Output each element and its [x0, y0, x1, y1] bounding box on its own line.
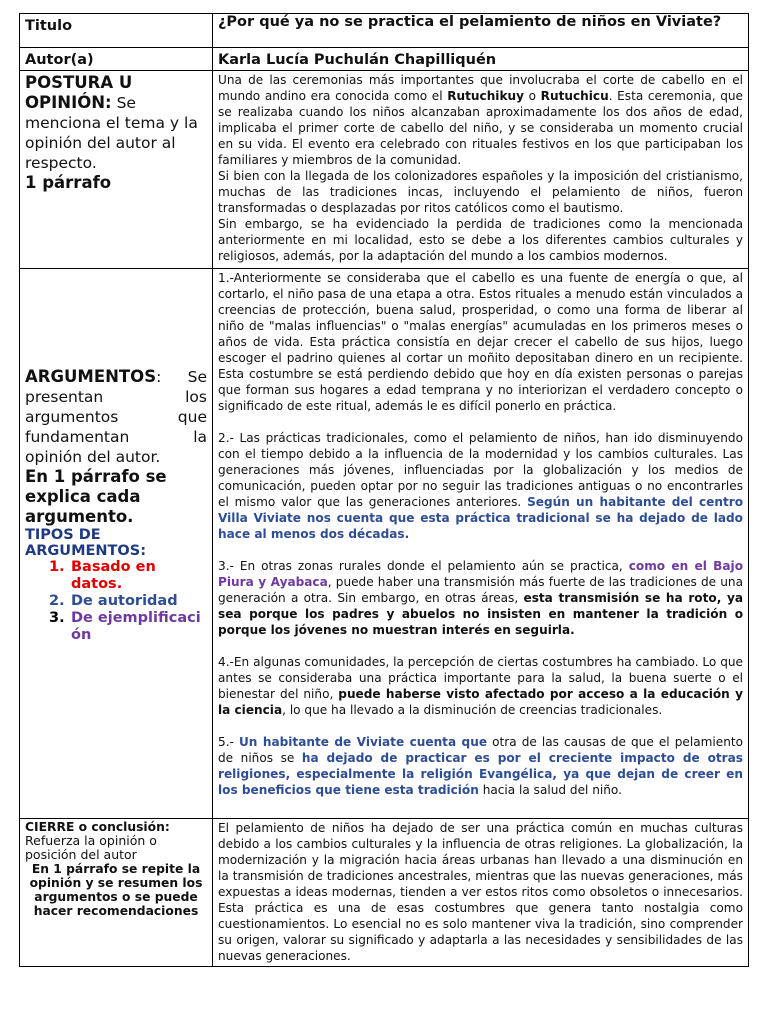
argument-type-number: 2. — [49, 593, 65, 609]
cierre-paragraph: El pelamiento de niños ha dejado de ser una práctica común en muchas culturas debido a los cambios culturales y la influencia de otras religiones. La globalización, la modernización y la migración hacia áreas urbanas han llevado a una disminución en la transmisión de tradiciones ancestrales, mientras que las nuevas generaciones, más expuestas a ideas modernas, tienden a ver estos ritos como obsoletos o innecesarios. Esta práctica es una de esas costumbres que genera tanto nostalgia como cuestionamientos. Lo esencial no es solo mantener viva la tradición, sino comprender su origen, valorar su significado y adaptarla a las necesidades y sensibilidades de las nuevas generaciones. — [218, 821, 743, 963]
argument-type-label: De ejemplificación — [71, 610, 201, 643]
postura-label-text: Se menciona el tema y la opinión del autor al respecto. — [25, 94, 198, 172]
argument-5-text: otra de las causas de que el pelamiento de niños se — [218, 735, 744, 765]
postura-row — [20, 71, 749, 269]
argument-type-number: 3. — [49, 610, 65, 626]
argument-types-title: TIPOS DE ARGUMENTOS: — [25, 527, 146, 559]
argument-2 — [218, 430, 743, 542]
author-value-cell — [213, 48, 749, 71]
argument-5-number: 5.- — [218, 735, 239, 749]
argument-type-number: 1. — [49, 559, 65, 575]
cierre-label-text: Refuerza la opinión o posición del autor — [25, 833, 157, 862]
postura-paragraph-3: Sin embargo, se ha evidenciado la perdida de tradiciones como la mencionada anteriormente en mi localidad, esto se debe a los diferentes cambios culturales y religiosos, además, por la adaptación del mundo a los cambios modernos. — [218, 217, 743, 263]
title-label-cell — [20, 14, 213, 48]
postura-label-cell — [20, 71, 213, 269]
argument-spacer — [218, 638, 743, 654]
argument-1: 1.-Anteriormente se consideraba que el cabello es una fuente de energía o que, al cortarlo, el niño pasa de una etapa a otra. Estos rituales a menudo están vinculados a creencias de protección, buena salud, prosperidad, o como una forma de liberar al niño de "malas influencias" o "malas energías" acumuladas en los primeros meses o años de vida. Esta práctica consistía en dejar crecer el cabello de sus hijos, luego escoger el padrino quienes al cortar un moñito depositaban dinero en un recipiente. Esta costumbre se está perdiendo debido que hoy en día existen personas o parejas que forman sus hogares a edad temprana y no interiorizan el verdadero concepto o significado de este ritual, además le es difícil ponerlo en práctica. — [218, 271, 743, 413]
argument-4-text-2: , lo que ha llevado a la disminución de creencias tradicionales. — [282, 703, 663, 717]
title-label: Titulo — [25, 18, 73, 34]
author-label-cell — [20, 48, 213, 71]
postura-label — [25, 73, 207, 173]
argument-type-item — [25, 593, 207, 610]
argumentos-label — [25, 367, 207, 467]
argument-5-text-2: hacia la salud del niño. — [478, 783, 622, 797]
postura-p1-text: Una de las ceremonias más importantes que involucraba el corte de cabello en el mundo andino era conocida como el — [218, 73, 743, 103]
author-label: Autor(a) — [25, 52, 94, 68]
title-value-cell — [213, 14, 749, 48]
argument-3-text: 3.- En otras zonas rurales donde el pelamiento aún se practica, — [218, 559, 629, 573]
argument-type-label: Basado en datos. — [71, 559, 156, 592]
cierre-label-bold: CIERRE o conclusión: — [25, 820, 170, 834]
argument-type-item — [25, 559, 207, 593]
cierre-label-note: En 1 párrafo se repite la opinión y se resumen los argumentos o se puede hacer recomendaciones — [29, 862, 203, 918]
title-row — [20, 14, 749, 48]
argumentos-text-cell — [213, 269, 749, 819]
argument-3-text-2: , puede haber una transmisión más fuerte de las tradiciones de una generación a otra. Sin embargo, en otras áreas, — [218, 575, 743, 605]
rutuchikuy-term: Rutuchikuy — [447, 89, 524, 103]
postura-p1-rest: . Esta ceremonia, que se realizaba cuando los niños alcanzaban aproximadamente los dos años de edad, implicaba el primer corte de cabello del niño, y se consideraba un momento crucial en su vida. El evento era celebrado con rituales festivos en los que participaban los familiares y miembros de la comunidad. — [218, 89, 743, 167]
argumentos-label-note: En 1 párrafo se explica cada argumento. — [25, 467, 167, 526]
essay-template-table — [19, 13, 749, 967]
argument-spacer — [218, 414, 743, 430]
rutuchicu-term: Rutuchicu — [540, 89, 609, 103]
argument-spacer — [218, 542, 743, 558]
argument-type-item — [25, 610, 207, 644]
postura-text-cell — [213, 71, 749, 269]
argument-4 — [218, 654, 743, 718]
argument-2-text: 2.- Las prácticas tradicionales, como el pelamiento de niños, han ido disminuyendo con el tiempo debido a la influencia de la modernidad y los cambios culturales. Las generaciones más jóvenes, influenciadas por la globalización y los medios de comunicación, pueden optar por no seguir las tradiciones antiguas o no encontrarles el mismo valor que las generaciones anteriores. — [218, 431, 743, 509]
cierre-text-cell — [213, 819, 749, 967]
argument-3-example: como en el Bajo Piura y Ayabaca — [218, 559, 744, 589]
argument-5-authority: Un habitante de Viviate cuenta que — [238, 735, 488, 749]
essay-title: ¿Por qué ya no se practica el pelamiento de niños en Viviate? — [218, 14, 722, 30]
author-row — [20, 48, 749, 71]
cierre-label-cell — [20, 819, 213, 967]
cierre-row — [20, 819, 749, 967]
argumentos-label-text: : Se presentan los argumentos que fundamentan la opinión del autor. — [25, 368, 207, 466]
argument-spacer — [218, 718, 743, 734]
argument-type-label: De autoridad — [71, 593, 178, 609]
argument-4-text: 4.-En algunas comunidades, la percepción de ciertas costumbres ha cambiado. Lo que antes se consideraba una práctica importante para la salud, la buena suerte o el bienestar del niño, — [218, 655, 743, 701]
argument-2-authority: Según un habitante del centro Villa Viviate nos cuenta que esta práctica tradicional se ha dejado de lado hace al menos dos décadas. — [218, 495, 744, 541]
argument-types-list — [25, 559, 207, 644]
postura-label-bold: POSTURA U OPINIÓN: — [25, 73, 133, 112]
argumentos-row — [20, 269, 749, 819]
argument-3 — [218, 558, 743, 638]
argument-5-authority-2: ha dejado de practicar es por el creciente impacto de otras religiones, especialmente la religión Evangélica, ya que dejan de creer en los beneficios que tiene esta tradición — [218, 751, 744, 797]
postura-label-note: 1 párrafo — [25, 173, 112, 192]
argument-5 — [218, 734, 743, 798]
postura-paragraph-1 — [218, 72, 743, 168]
argumentos-label-cell — [20, 269, 213, 819]
argument-4-emphasis: puede haberse visto afectado por acceso a la educación y la ciencia — [218, 687, 743, 717]
argument-3-emphasis: esta transmisión se ha roto, ya sea porque los padres y abuelos no insisten en mantener la tradición o porque los jóvenes no muestran interés en seguirla. — [218, 591, 744, 637]
postura-p1-or: o — [524, 89, 541, 103]
postura-paragraph-2: Si bien con la llegada de los colonizadores españoles y la imposición del cristianismo, muchas de las tradiciones incas, incluyendo el pelamiento de niños, fueron transformadas o desplazadas por ritos católicos como el bautismo. — [218, 169, 743, 215]
argumentos-label-bold: ARGUMENTOS — [25, 367, 157, 386]
author-name: Karla Lucía Puchulán Chapilliquén — [218, 52, 497, 68]
